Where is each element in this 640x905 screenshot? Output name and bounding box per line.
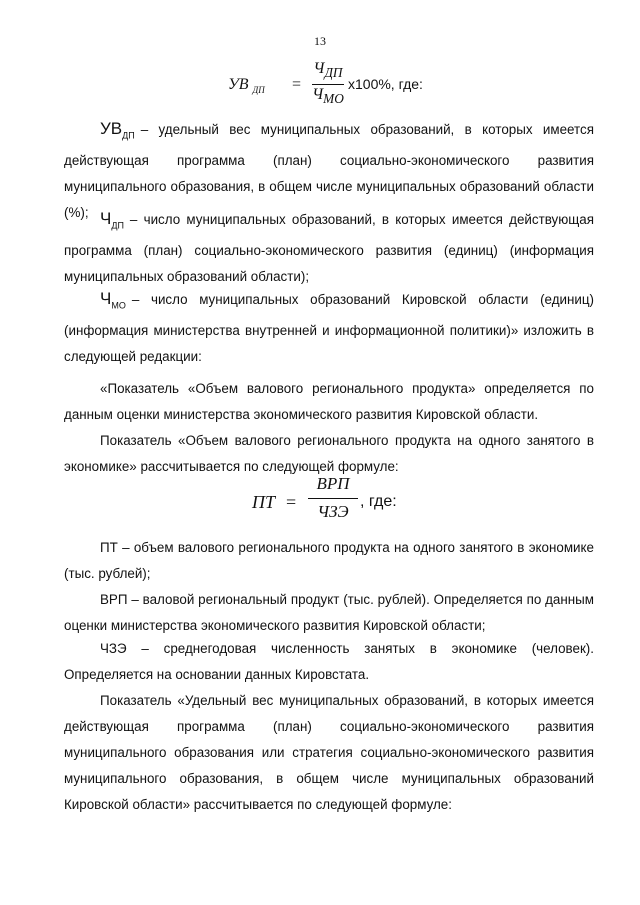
formula-pt bbox=[252, 474, 412, 526]
paragraph-share-indicator: Показатель «Удельный вес муниципальных образований, в которых имеется действующая программа (план) социально-экономического развития муниципального образования или стратегия социально-экономического развития муниципального образования, в общем числе муниципальных образований Кировской области» рассчитывается по следующей формуле: bbox=[64, 693, 594, 812]
formula-denominator: ЧЗЭ bbox=[317, 502, 349, 521]
formula-lhs: ПТ bbox=[252, 492, 276, 512]
definition-chze: ЧЗЭ – среднегодовая численность занятых в экономике (человек). Определяется на основании данных Кировстата. bbox=[64, 641, 594, 682]
definition-vrp: ВРП – валовой региональный продукт (тыс. рублей). Определяется по данным оценки министерства экономического развития Кировской области; bbox=[64, 592, 594, 633]
formula-tail: , где: bbox=[360, 493, 397, 510]
fraction-bar bbox=[312, 84, 344, 85]
paragraph-pt: Показатель «Объем валового регионального продукта на одного занятого в экономике» рассчитывается по следующей формуле: bbox=[64, 433, 594, 474]
formula-numerator: ВРП bbox=[316, 474, 350, 493]
formula-equals: = bbox=[286, 492, 297, 512]
formula-lhs: УВ $_{ДП}$ bbox=[228, 76, 265, 96]
definition-uv-dp: $УВ_{ДП}$ – удельный вес муниципальных образований, в которых имеется действующая программа (план) социально-экономического развития муниципального образования, в общем числе муниципальных образований области (%); bbox=[64, 119, 594, 221]
formula-numerator: $Ч_{ДП}$ bbox=[313, 60, 343, 81]
formula-equals: = bbox=[292, 76, 302, 93]
paragraph-vrp: «Показатель «Объем валового регионального продукта» определяется по данным оценки министерства экономического развития Кировской области. bbox=[64, 381, 594, 422]
definition-pt: ПТ – объем валового регионального продукта на одного занятого в экономике (тыс. рублей); bbox=[64, 540, 594, 581]
page-number: 13 bbox=[314, 34, 326, 48]
formula-tail: х100%, где: bbox=[348, 76, 423, 92]
fraction-bar bbox=[308, 498, 358, 499]
definition-ch-mo: $Ч_{МО}$ – число муниципальных образований Кировской области (единиц) (информация министерства внутренней и информационной политики)» изложить в следующей редакции: bbox=[64, 289, 594, 365]
formula-denominator: $Ч_{МО}$ bbox=[312, 86, 344, 107]
formula-uv-dp bbox=[228, 60, 448, 108]
definition-ch-dp: $Ч_{ДП}$ – число муниципальных образований, в которых имеется действующая программа (план) социально-экономического развития (единиц) (информация муниципальных образований области); bbox=[64, 209, 594, 285]
